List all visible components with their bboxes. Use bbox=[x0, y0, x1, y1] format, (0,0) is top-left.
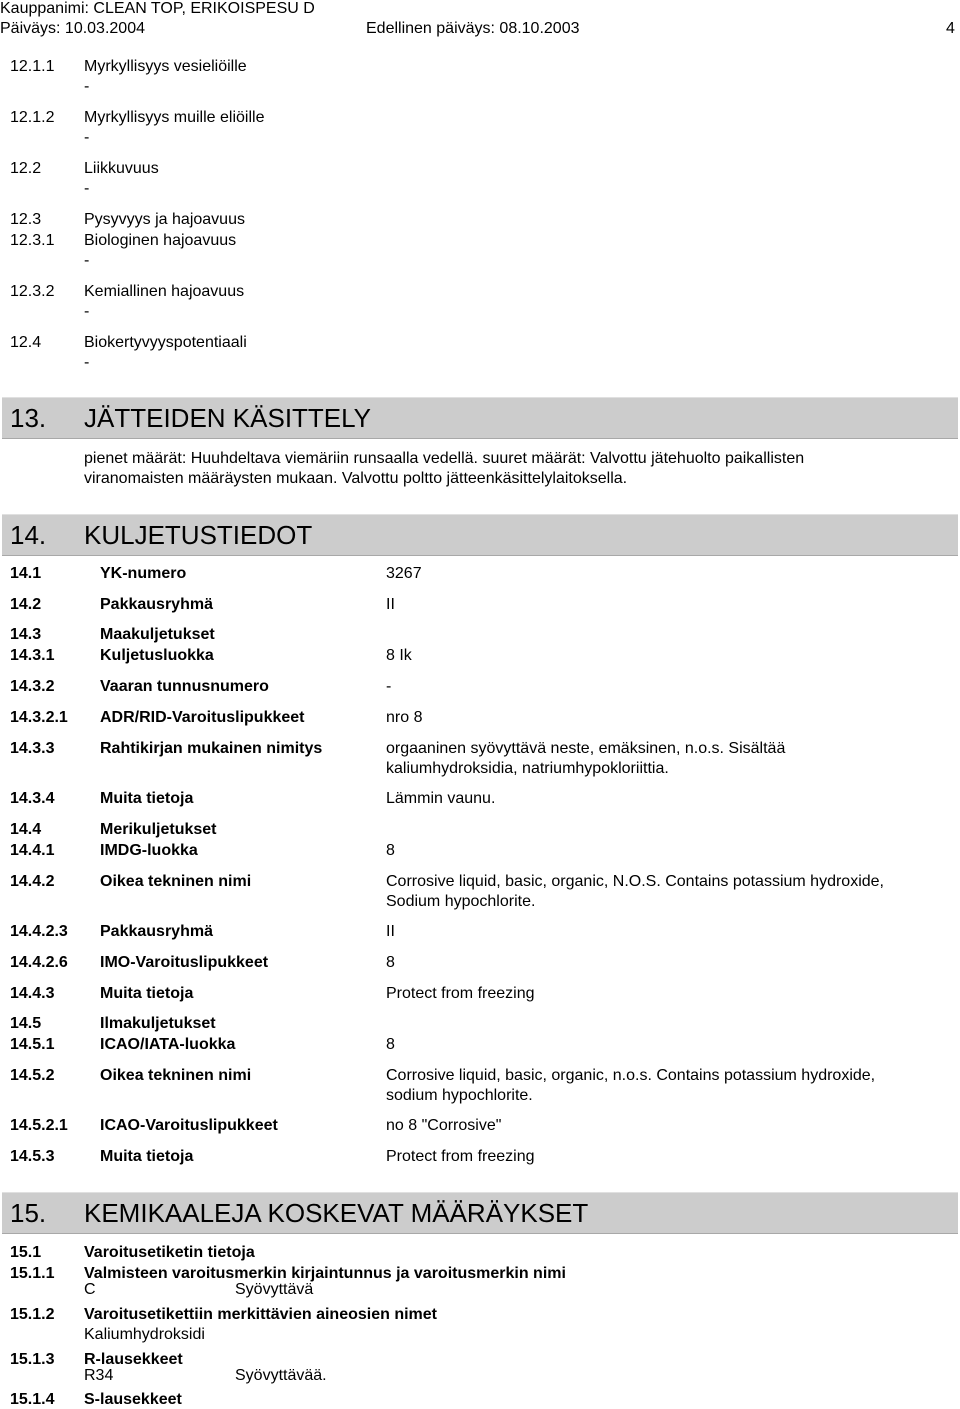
row-label: IMDG-luokka bbox=[100, 842, 198, 859]
row-number: 14.3.2.1 bbox=[10, 709, 68, 726]
row-label: ICAO-Varoituslipukkeet bbox=[100, 1117, 278, 1134]
item-text: Kaliumhydroksidi bbox=[84, 1326, 205, 1343]
item-label: Biokertyvyyspotentiaali bbox=[84, 334, 247, 351]
row-label: Oikea tekninen nimi bbox=[100, 1067, 252, 1084]
row-number: 14.5 bbox=[10, 1015, 42, 1032]
row-value: 8 bbox=[386, 842, 395, 859]
row-number: 14.4 bbox=[10, 821, 42, 838]
row-value-continued: sodium hypochlorite. bbox=[386, 1087, 533, 1104]
row-value: Corrosive liquid, basic, organic, N.O.S. Contains potassium hydroxide, bbox=[386, 873, 884, 890]
item-value: - bbox=[84, 303, 90, 320]
row-number: 14.5.3 bbox=[10, 1148, 55, 1165]
row-value-continued: kaliumhydroksidia, natriumhypokloriittia. bbox=[386, 760, 669, 777]
item-value: - bbox=[84, 129, 90, 146]
row-number: 14.5.1 bbox=[10, 1036, 55, 1053]
item-number: 12.3.2 bbox=[10, 283, 55, 300]
item-number: 12.1.2 bbox=[10, 109, 55, 126]
item-text: Syövyttävää. bbox=[235, 1367, 327, 1384]
item-label: Varoitusetikettiin merkittävien aineosien nimet bbox=[84, 1306, 437, 1323]
item-label: Pysyvyys ja hajoavuus bbox=[84, 211, 245, 228]
row-label: Vaaran tunnusnumero bbox=[100, 678, 269, 695]
header-company: Kauppanimi: CLEAN TOP, ERIKOISPESU D bbox=[0, 0, 315, 17]
row-number: 14.4.2 bbox=[10, 873, 55, 890]
section-title: KULJETUSTIEDOT bbox=[84, 520, 313, 550]
item-value: - bbox=[84, 180, 90, 197]
section-number: 13. bbox=[10, 403, 47, 433]
row-value: 8 bbox=[386, 954, 395, 971]
item-number: 12.1.1 bbox=[10, 58, 55, 75]
row-label: Merikuljetukset bbox=[100, 821, 217, 838]
item-value: - bbox=[84, 252, 90, 269]
header-date: Päiväys: 10.03.2004 bbox=[0, 20, 145, 37]
row-value: nro 8 bbox=[386, 709, 423, 726]
item-code: C bbox=[84, 1281, 96, 1298]
row-value: 8 Ik bbox=[386, 647, 412, 664]
section-heading-14 bbox=[2, 514, 958, 556]
section-13-text-line: viranomaisten määräysten mukaan. Valvottu poltto jätteenkäsittelylaitoksella. bbox=[84, 470, 628, 487]
row-label: Rahtikirjan mukainen nimitys bbox=[100, 740, 323, 757]
item-number: 12.3 bbox=[10, 211, 42, 228]
row-label: Kuljetusluokka bbox=[100, 647, 214, 664]
section-heading-15 bbox=[2, 1192, 958, 1234]
item-label: Liikkuvuus bbox=[84, 160, 159, 177]
row-label: Pakkausryhmä bbox=[100, 596, 213, 613]
row-label: IMO-Varoituslipukkeet bbox=[100, 954, 269, 971]
row-value: Protect from freezing bbox=[386, 985, 535, 1002]
row-number: 14.3.1 bbox=[10, 647, 55, 664]
row-number: 14.3 bbox=[10, 626, 42, 643]
header-previous-date: Edellinen päiväys: 08.10.2003 bbox=[366, 20, 580, 37]
item-number: 15.1.3 bbox=[10, 1351, 55, 1368]
item-text: Syövyttävä bbox=[235, 1281, 314, 1298]
row-number: 14.1 bbox=[10, 565, 42, 582]
row-value: no 8 "Corrosive" bbox=[386, 1117, 502, 1134]
row-number: 14.4.3 bbox=[10, 985, 55, 1002]
item-label: R-lausekkeet bbox=[84, 1351, 183, 1368]
item-number: 12.3.1 bbox=[10, 232, 55, 249]
item-number: 15.1 bbox=[10, 1244, 42, 1261]
item-number: 15.1.1 bbox=[10, 1265, 55, 1282]
row-number: 14.4.2.6 bbox=[10, 954, 68, 971]
row-number: 14.3.2 bbox=[10, 678, 55, 695]
item-number: 15.1.4 bbox=[10, 1391, 55, 1408]
section-number: 14. bbox=[10, 520, 47, 550]
item-number: 15.1.2 bbox=[10, 1306, 55, 1323]
section-title: JÄTTEIDEN KÄSITTELY bbox=[84, 403, 372, 433]
row-number: 14.3.3 bbox=[10, 740, 55, 757]
row-value: Lämmin vaunu. bbox=[386, 790, 496, 807]
row-value: II bbox=[386, 596, 395, 613]
item-label: Myrkyllisyys vesieliöille bbox=[84, 58, 247, 75]
row-number: 14.5.2 bbox=[10, 1067, 55, 1084]
row-label: Oikea tekninen nimi bbox=[100, 873, 252, 890]
row-label: Ilmakuljetukset bbox=[100, 1015, 216, 1032]
row-number: 14.3.4 bbox=[10, 790, 55, 807]
row-value: 3267 bbox=[386, 565, 422, 582]
row-label: ADR/RID-Varoituslipukkeet bbox=[100, 709, 305, 726]
section-number: 15. bbox=[10, 1198, 47, 1228]
item-label: S-lausekkeet bbox=[84, 1391, 182, 1408]
row-label: ICAO/IATA-luokka bbox=[100, 1036, 236, 1053]
section-title: KEMIKAALEJA KOSKEVAT MÄÄRÄYKSET bbox=[84, 1198, 589, 1228]
item-code: R34 bbox=[84, 1367, 114, 1384]
row-label: Muita tietoja bbox=[100, 985, 194, 1002]
row-value: 8 bbox=[386, 1036, 395, 1053]
item-value: - bbox=[84, 78, 90, 95]
item-value: - bbox=[84, 354, 90, 371]
row-label: Maakuljetukset bbox=[100, 626, 215, 643]
row-value: Corrosive liquid, basic, organic, n.o.s. Contains potassium hydroxide, bbox=[386, 1067, 876, 1084]
row-value: - bbox=[386, 678, 392, 695]
item-number: 12.2 bbox=[10, 160, 42, 177]
page-number: 4 bbox=[946, 20, 955, 37]
item-label: Varoitusetiketin tietoja bbox=[84, 1244, 255, 1261]
row-value: orgaaninen syövyttävä neste, emäksinen, n.o.s. Sisältää bbox=[386, 740, 786, 757]
section-13-text-line: pienet määrät: Huuhdeltava viemäriin runsaalla vedellä. suuret määrät: Valvottu jätehuolto paikallisten bbox=[84, 450, 805, 467]
row-number: 14.4.2.3 bbox=[10, 923, 68, 940]
row-number: 14.4.1 bbox=[10, 842, 55, 859]
row-label: YK-numero bbox=[100, 565, 187, 582]
row-label: Pakkausryhmä bbox=[100, 923, 213, 940]
row-value-continued: Sodium hypochlorite. bbox=[386, 893, 536, 910]
row-value: Protect from freezing bbox=[386, 1148, 535, 1165]
section-heading-13 bbox=[2, 397, 958, 439]
row-number: 14.2 bbox=[10, 596, 42, 613]
row-number: 14.5.2.1 bbox=[10, 1117, 68, 1134]
item-label: Valmisteen varoitusmerkin kirjaintunnus ja varoitusmerkin nimi bbox=[84, 1265, 566, 1282]
item-number: 12.4 bbox=[10, 334, 42, 351]
item-label: Myrkyllisyys muille eliöille bbox=[84, 109, 265, 126]
row-label: Muita tietoja bbox=[100, 1148, 194, 1165]
item-label: Biologinen hajoavuus bbox=[84, 232, 237, 249]
row-value: II bbox=[386, 923, 395, 940]
item-label: Kemiallinen hajoavuus bbox=[84, 283, 245, 300]
row-label: Muita tietoja bbox=[100, 790, 194, 807]
